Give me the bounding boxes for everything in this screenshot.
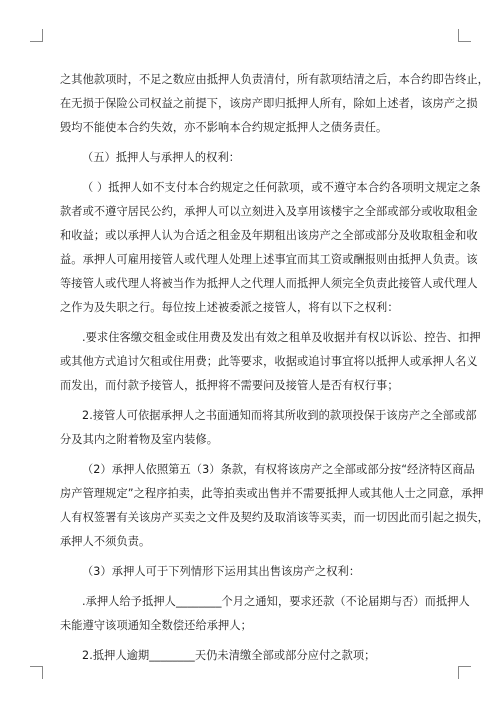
text-line: .承押人给予抵押人________个月之通知，要求还款（不论届期与否）而抵押人 [82,595,470,608]
crop-mark-top-left [30,29,43,42]
text-line: 款者或不遵守居民公约，承押人可以立刻进入及享用该楼宇之全部或部分或收取租金 [60,205,478,218]
text-line: .要求住客缴交租金或住用费及发出有效之租单及收据并有权以诉讼、控告、扣押 [82,331,481,344]
text-line: 或其他方式追讨欠租或住用费；此等要求，收据或追讨事宜将以抵押人或承押人名义 [60,355,478,368]
document-body [60,68,489,668]
text-line: 之作为及失职之行。每位按上述被委派之接管人，将有以下之权利： [60,301,399,314]
text-line: 2.抵押人逾期________天仍未清缴全部或部分应付之款项； [82,649,376,662]
text-line: 2.接管人可依据承押人之书面通知而将其所收到的款项投保于该房产之全部或部 [82,409,477,422]
text-line: 人有权签署有关该房产买卖之文件及契约及取消该等买卖，而一切因此而引起之损失， [60,511,489,524]
crop-mark-bottom-left [30,666,43,679]
text-line: 房产管理规定”之程序拍卖，此等拍卖或出售并不需要抵押人或其他人士之同意，承押 [60,487,484,500]
text-line: （2）承押人依照第五（3）条款，有权将该房产之全部或部分按“经济特区商品 [82,463,475,476]
text-line: 分及其内之附着物及室内装修。 [60,433,219,446]
text-line: （ ）抵押人如不支付本合约规定之任何款项，或不遵守本合约各项明文规定之条 [82,181,481,194]
text-line: 等接管人或代理人将被当作为抵押人之代理人而抵押人须完全负责此接管人或代理人 [60,277,478,290]
text-line: 在无损于保险公司权益之前提下，该房产即归抵押人所有，除如上述者，该房产之损 [60,97,478,110]
text-line: 益。承押人可雇用接管人或代理人处理上述事宜而其工资或酬报则由抵押人负责。该 [60,253,478,266]
text-line: 承押人不须负责。 [60,535,151,548]
crop-mark-top-right [458,29,471,42]
text-line: 而发出，而付款予接管人，抵押将不需要问及接管人是否有权行事； [60,379,399,392]
text-line: 和收益；或以承押人认为合适之租金及年期租出该房产之全部或部分及收取租金和收 [60,229,478,242]
text-line: 毁均不能使本合约失效，亦不影响本合约规定抵押人之债务责任。 [60,121,388,134]
section-heading: （五）抵押人与承押人的权利： [82,151,241,164]
text-line: 未能遵守该项通知全数偿还给承押人； [60,619,252,632]
text-line: 之其他款项时，不足之数应由抵押人负责清付，所有款项结清之后，本合约即告终止， [60,73,489,86]
section-heading: （3）承押人可于下列情形下运用其出售该房产之权利： [82,565,361,578]
